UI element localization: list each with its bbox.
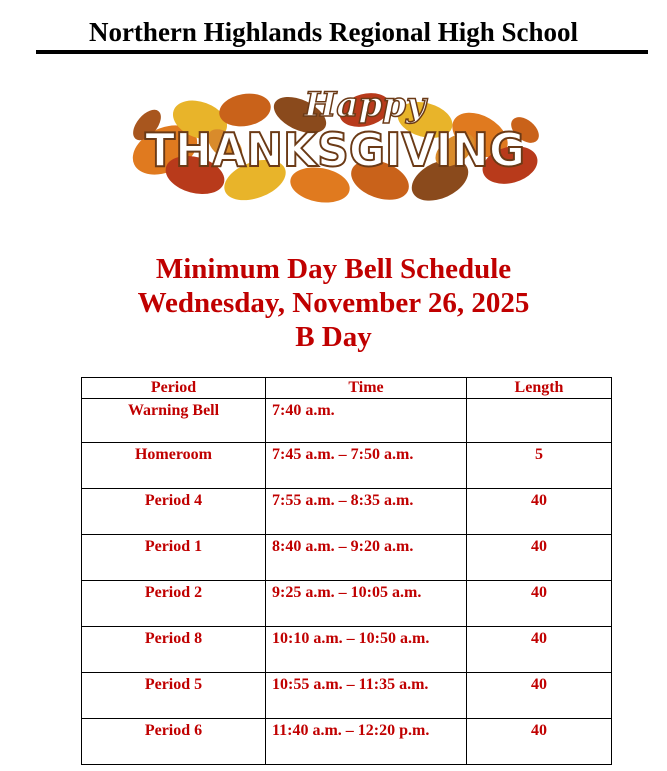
period-cell: Homeroom <box>82 443 266 489</box>
table-row <box>82 719 612 765</box>
time-cell: 7:40 a.m. <box>266 399 467 443</box>
length-cell: 40 <box>467 673 612 719</box>
title-underline <box>36 50 648 54</box>
table-row <box>82 627 612 673</box>
table-row <box>82 581 612 627</box>
table-row <box>82 535 612 581</box>
table-header-row <box>82 378 612 399</box>
schedule-title: Minimum Day Bell Schedule <box>155 253 512 285</box>
length-cell: 40 <box>467 489 612 535</box>
length-cell: 40 <box>467 627 612 673</box>
time-cell: 11:40 a.m. – 12:20 p.m. <box>266 719 467 765</box>
schedule-day-type: B Day <box>295 321 372 353</box>
column-header-period: Period <box>82 378 266 399</box>
school-name: Northern Highlands Regional High School <box>88 17 579 47</box>
period-cell: Period 2 <box>82 581 266 627</box>
length-cell: 40 <box>467 535 612 581</box>
time-cell: 7:55 a.m. – 8:35 a.m. <box>266 489 467 535</box>
length-cell: 40 <box>467 581 612 627</box>
length-cell <box>467 399 612 443</box>
column-header-length: Length <box>467 378 612 399</box>
time-cell: 9:25 a.m. – 10:05 a.m. <box>266 581 467 627</box>
time-cell: 7:45 a.m. – 7:50 a.m. <box>266 443 467 489</box>
period-cell: Period 8 <box>82 627 266 673</box>
period-cell: Period 6 <box>82 719 266 765</box>
table-row <box>82 443 612 489</box>
schedule-date: Wednesday, November 26, 2025 <box>137 287 530 319</box>
period-cell: Period 4 <box>82 489 266 535</box>
table-row <box>82 673 612 719</box>
bell-schedule-table <box>81 377 612 765</box>
table-row <box>82 489 612 535</box>
banner-happy-text: Happy <box>304 85 426 125</box>
period-cell: Period 5 <box>82 673 266 719</box>
thanksgiving-banner <box>125 80 545 210</box>
time-cell: 8:40 a.m. – 9:20 a.m. <box>266 535 467 581</box>
schedule-heading <box>0 252 667 354</box>
length-cell: 5 <box>467 443 612 489</box>
banner-thanksgiving-text: THANKSGIVING <box>145 123 525 177</box>
length-cell: 40 <box>467 719 612 765</box>
period-cell: Warning Bell <box>82 399 266 443</box>
column-header-time: Time <box>266 378 467 399</box>
period-cell: Period 1 <box>82 535 266 581</box>
time-cell: 10:55 a.m. – 11:35 a.m. <box>266 673 467 719</box>
time-cell: 10:10 a.m. – 10:50 a.m. <box>266 627 467 673</box>
table-row <box>82 399 612 443</box>
